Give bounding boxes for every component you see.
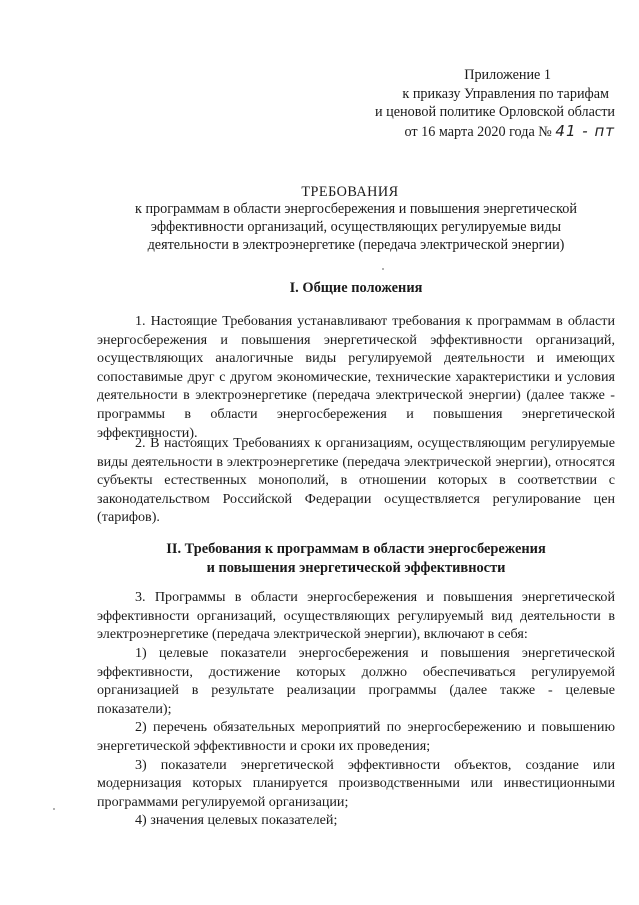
list-item: 2) перечень обязательных мероприятий по энергосбережению и повышению энергетической эффективности и сроки их проведения;	[97, 719, 615, 754]
list-item: 1) целевые показатели энергосбережения и повышения энергетической эффективности, достижение которых должно обеспечиваться регулируемой организацией в результате реализации программы (далее также - целевые показатели);	[97, 645, 615, 717]
section-2-heading-line: и повышения энергетической эффективности	[206, 559, 506, 576]
scan-speck	[382, 268, 384, 270]
document-title: ТРЕБОВАНИЯ	[301, 184, 399, 200]
appendix-date-text: от 16 марта 2020 года №	[404, 123, 552, 140]
section-2-heading-line: II. Требования к программам в области энергосбережения	[166, 541, 546, 557]
paragraph-1	[97, 312, 615, 442]
document-subtitle	[96, 200, 616, 254]
appendix-number: Приложение 1	[464, 67, 551, 83]
paragraph-3	[97, 588, 615, 644]
subtitle-line: эффективности организаций, осуществляющих регулируемые виды	[150, 219, 562, 235]
paragraph-text: 2. В настоящих Требованиях к организациям, осуществляющим регулируемые виды деятельности в электроэнергетике (передача электрической энергии), относятся субъекты естественных монополий, в отношении которых в соответствии с законодательством Российской Федерации осуществляется регулирование цен (тарифов).	[97, 435, 615, 526]
paragraph-text: 1. Настоящие Требования устанавливают требования к программам в области энергосбережения и повышения энергетической эффективности организаций, осуществляющих аналогичные виды регулируемой деятельности и имеющих сопоставимые друг с другом экономические, технические характеристики и условия деятельности в электроэнергетике (передача электрической энергии) (далее также - программы в области энергосбережения и повышения энергетической эффективности).	[97, 313, 615, 441]
subtitle-line: к программам в области энергосбережения и повышения энергетической	[135, 201, 577, 217]
appendix-order-ref: к приказу Управления по тарифам	[402, 85, 609, 102]
appendix-date	[315, 122, 615, 142]
appendix-block	[315, 66, 615, 141]
paragraph-2	[97, 434, 615, 527]
paragraph-text: 3. Программы в области энергосбережения и повышения энергетической эффективности организаций, осуществляющих регулируемый вид деятельности в электроэнергетике (передача электрической энергии), включают в себя:	[97, 589, 615, 643]
subtitle-line: деятельности в электроэнергетике (передача электрической энергии)	[147, 237, 565, 253]
list-item: 3) показатели энергетической эффективности объектов, создание или модернизация которых планируется производственными или инвестиционными программами регулируемой организации;	[97, 756, 615, 810]
section-2-heading	[96, 540, 616, 577]
requirements-list	[97, 644, 615, 830]
handwritten-order-number: 41 - пт	[555, 121, 615, 140]
appendix-authority: и ценовой политике Орловской области	[375, 104, 615, 121]
list-item: 4) значения целевых показателей;	[135, 812, 338, 829]
scan-speck	[53, 808, 55, 810]
section-1-heading: I. Общие положения	[289, 280, 423, 296]
